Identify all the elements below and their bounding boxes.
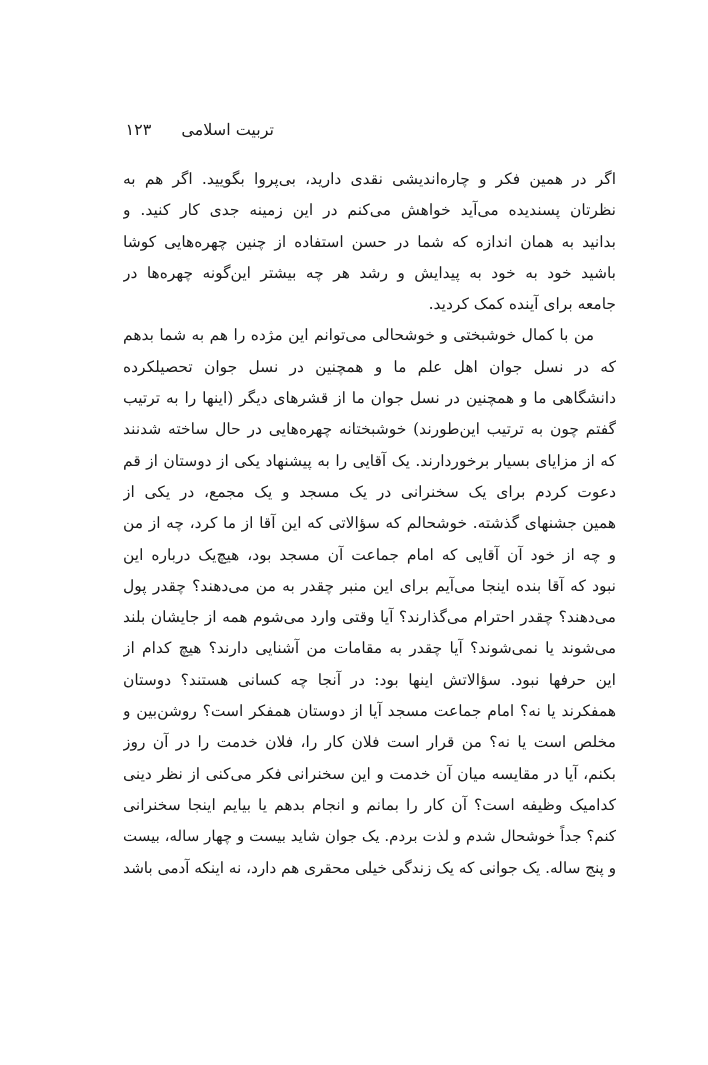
text-line: این حرفها نبود. سؤالاتش اینها بود: در آنجا چه کسانی هستند؟ دوستان <box>123 670 616 689</box>
text-line: گفتم چون به ترتیب این‌طورند) خوشبختانه چهره‌هایی در حال ساخته شدنند <box>123 420 616 439</box>
text-line: نبود که آقا بنده اینجا می‌آیم برای این منبر چقدر به من می‌دهند؟ چقدر پول <box>123 576 616 595</box>
text-line: همین جشنهای گذشته. خوشحالم که سؤالاتی که این آقا از ما کرد، چه از من <box>123 514 616 533</box>
text-line: که در نسل جوان اهل علم ما و همچنین در نسل جوان تحصیلکرده <box>123 357 616 376</box>
text-line: بکنم، آیا در مقایسه میان آن خدمت و این سخنرانی فکر می‌کنی از نظر دینی <box>123 764 616 783</box>
text-line: می‌دهند؟ چقدر احترام می‌گذارند؟ آیا وقتی وارد می‌شوم همه از جایشان بلند <box>123 608 616 627</box>
text-line: همفکرند یا نه؟ امام جماعت مسجد آیا از دوستان همفکر است؟ روشن‌بین و <box>123 702 616 721</box>
text-line: بدانید به همان اندازه که شما در حسن استفاده از چنین چهره‌هایی کوشا <box>123 232 616 251</box>
running-head <box>74 120 274 144</box>
body-text <box>123 164 616 884</box>
text-line: من با کمال خوشبختی و خوشحالی می‌توانم این مژده را هم به شما بدهم <box>123 326 594 345</box>
text-line: دعوت کردم برای یک سخنرانی در یک مسجد و یک مجمع، در یکی از <box>123 482 616 501</box>
text-line: کدامیک وظیفه است؟ آن کار را بمانم و انجام بدهم یا بیایم اینجا سخنرانی <box>123 795 616 814</box>
running-title: تربیت اسلامی <box>181 120 274 139</box>
text-line: می‌شوند یا نمی‌شوند؟ آیا چقدر به مقامات من آشنایی دارند؟ هیچ کدام از <box>123 639 616 658</box>
text-line: مخلص است یا نه؟ من قرار است فلان کار را، فلان خدمت را در آن روز <box>123 733 616 752</box>
text-line: کنم؟ جداً خوشحال شدم و لذت بردم. یک جوان شاید بیست و چهار ساله، بیست <box>123 827 616 846</box>
text-line: دانشگاهی ما و همچنین در نسل جوان ما از قشرهای دیگر (اینها را به ترتیب <box>123 389 616 408</box>
page-number: ۱۲۳ <box>125 120 152 139</box>
text-line: و پنج ساله. یک جوانی که یک زندگی خیلی محقری هم دارد، نه اینکه آدمی باشد <box>123 858 616 877</box>
text-line: نظرتان پسندیده می‌آید خواهش می‌کنم در این زمینه جدی کار کنید. و <box>123 201 616 220</box>
text-line: باشید خود به خود به پیدایش و رشد هر چه بیشتر این‌گونه چهره‌ها در <box>123 263 616 282</box>
text-line: جامعه برای آینده کمک کردید. <box>428 295 616 314</box>
text-line: که از مزایای بسیار برخوردارند. یک آقایی را به پیشنهاد یکی از دوستان از قم <box>123 451 616 470</box>
text-line: و چه از خود آن آقایی که امام جماعت آن مسجد بود، هیچ‌یک درباره این <box>123 545 616 564</box>
text-line: اگر در همین فکر و چاره‌اندیشی نقدی دارید، بی‌پروا بگویید. اگر هم به <box>123 170 616 188</box>
